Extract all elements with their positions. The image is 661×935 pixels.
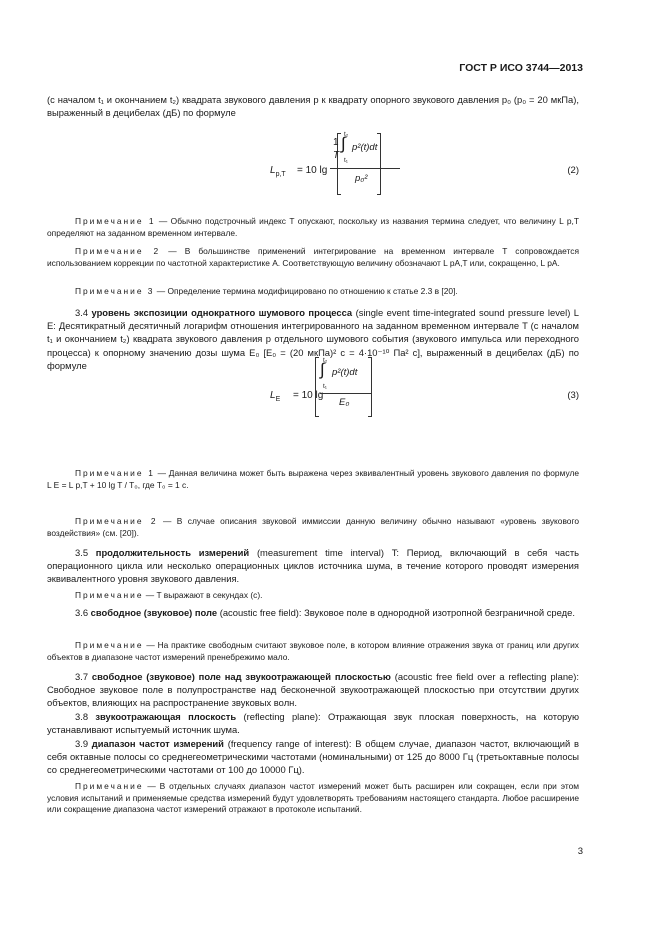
- note-3-5: [47, 590, 579, 602]
- eq2-int-bot: t₁: [344, 157, 348, 164]
- s39-number: 3.9: [75, 738, 92, 749]
- eq3-left-bracket: [315, 357, 319, 417]
- n34-2-text: — В случае описания звуковой иммиссии данную величину обычно называют «уровень звукового воздействия» (см. [20]).: [47, 516, 579, 538]
- note-3-label: Примечание 3: [75, 286, 155, 296]
- eq3-int-top: t₂: [323, 357, 328, 364]
- s38-text: (reflecting plane): Отражающая звук плоская поверхность, на которую устанавливают испытуемый источник шума.: [47, 711, 579, 736]
- eq3-operator: = 10 lg: [293, 390, 324, 401]
- s36-number: 3.6: [75, 607, 91, 618]
- n34-1-label: Примечание 1: [75, 468, 155, 478]
- n34-1-text: — Данная величина может быть выражена через эквивалентный уровень звукового давления по формуле L E = L p,T + 10 lg T / T₀, где T₀ = 1 с.: [47, 468, 579, 490]
- n36-label: Примечание: [75, 640, 144, 650]
- section-3-5: [47, 546, 579, 586]
- eq2-integral-sign: ∫: [341, 134, 346, 153]
- section-3-6: [47, 606, 579, 619]
- n36-text: — На практике свободным считают звуковое поле, в котором влияние отражения звука от границ или других объектов в диапазоне частот измерений пренебрежимо мало.: [47, 640, 579, 662]
- s35-number: 3.5: [75, 547, 96, 558]
- note-1-label: Примечание 1: [75, 216, 156, 226]
- s39-term: диапазон частот измерений: [91, 738, 224, 749]
- note-3-6: [47, 640, 579, 663]
- eq2-lhs: L: [270, 165, 276, 176]
- eq3-denominator: E₀: [339, 397, 350, 408]
- section-3-7: [47, 670, 579, 710]
- n39-label: Примечание: [75, 781, 144, 791]
- section-3-4: [47, 306, 579, 372]
- eq2-int-top: t₂: [344, 131, 349, 138]
- s35-text: (measurement time interval) T: Период, включающий в себя часть операционного цикла или несколько операционных циклов источника шума, в течение которого проводят измерения эквивалентного уровня звукового давления.: [47, 547, 580, 585]
- eq3-lhs: L: [270, 390, 276, 401]
- note-3: [47, 286, 579, 298]
- eq2-integrand: p²(t)dt: [352, 142, 378, 153]
- eq3-integral-sign: ∫: [320, 360, 325, 379]
- eq2-right-bracket: [377, 133, 381, 195]
- note-2-label: Примечание 2: [75, 246, 161, 256]
- n34-2-label: Примечание 2: [75, 516, 158, 526]
- eq2-one: 1: [333, 137, 339, 148]
- eq3-right-bracket: [368, 357, 372, 417]
- n35-label: Примечание: [75, 590, 144, 600]
- document-header: ГОСТ Р ИСО 3744—2013: [459, 62, 583, 74]
- eq2-lhs-sub: p,T: [275, 171, 286, 178]
- s38-term: звукоотражающая плоскость: [95, 711, 237, 722]
- note-2-text: — В большинстве применений интегрирование на временном интервале T сопровождается использованием коррекции по частотной характеристике А. Соответствующую величину обозначают L pA,T или, сокращенно, L pA.: [47, 246, 579, 268]
- intro-paragraph: (с началом t₁ и окончанием t₂) квадрата звукового давления p к квадрату опорного звукового давления p₀ (p₀ = 20 мкПа), выраженный в децибелах (дБ) по формуле: [47, 94, 579, 119]
- eq2-number: (2): [567, 165, 579, 176]
- eq2-fraction-bar: [330, 168, 400, 169]
- eq2-T: T: [333, 150, 340, 161]
- section-3-9: [47, 737, 579, 777]
- section-3-8: [47, 710, 579, 736]
- note-1-text: — Обычно подстрочный индекс T опускают, поскольку из названия термина следует, что величину L p,T определяют на заданном временном интервале.: [47, 216, 579, 238]
- note-3-4-1: [47, 468, 579, 491]
- eq2-denominator: p₀²: [355, 173, 368, 184]
- eq3-lhs-sub: E: [275, 396, 281, 403]
- s35-term: продолжительность измерений: [95, 547, 250, 558]
- eq3-integrand: p²(t)dt: [332, 367, 358, 378]
- s36-term: свободное (звуковое) поле: [90, 607, 218, 618]
- eq3-number: (3): [567, 390, 579, 401]
- s36-text: (acoustic free field): Звуковое поле в однородной изотропной безграничной среде.: [217, 607, 575, 618]
- eq2-operator: = 10 lg: [297, 165, 328, 176]
- eq3-fraction-bar: [320, 393, 372, 394]
- s37-number: 3.7: [75, 671, 92, 682]
- n35-text: — T выражают в секундах (с).: [143, 590, 263, 600]
- s37-text: (acoustic free field over a reflecting plane): Свободное звуковое поле в полупространстве над бесконечной звукоотражающей плоскостью при отсутствии других объектов, влияющих на распространение звуковых волн.: [47, 671, 579, 709]
- note-1: [47, 216, 579, 239]
- note-2: [47, 246, 579, 269]
- n39-text: — В отдельных случаях диапазон частот измерений может быть расширен или сокращен, если при этом условия испытаний и применяемые средства измерений будут удовлетворять требованиям настоящего стандарта. Любое расширение или сокращение диапазона частот измерений отражают в протоколе испытаний.: [47, 781, 579, 815]
- s34-term: уровень экспозиции однократного шумового процесса: [91, 307, 353, 318]
- s37-term: свободное (звуковое) поле над звукоотражающей плоскостью: [91, 671, 391, 682]
- s39-text: (frequency range of interest): В общем случае, диапазон частот, включающий в себя октавные полосы со среднегеометрическими частотами (номинальными) от 125 до 8000 Гц (третьоктавные полосы со среднегеометрическими частотами от 100 до 10000 Гц).: [47, 738, 579, 776]
- s34-number: 3.4: [75, 307, 92, 318]
- s34-text: (single event time-integrated sound pressure level) L E: Десятикратный десятичный логарифм отношения интегрированного на заданном временном интервале T (с началом t₁ и окончанием t₂) квадрата звукового давления p отдельного шумового события (звукового импульса или переходного процесса) к опорному значению дозы шума E₀ [E₀ = (20 мкПа)² с = 4·10⁻¹⁰ Па² с], выраженный в децибелах (дБ) по формуле: [47, 307, 579, 371]
- note-3-text: — Определение термина модифицировано по отношению к статье 2.3 в [20].: [154, 286, 458, 296]
- s38-number: 3.8: [75, 711, 96, 722]
- page-number: 3: [577, 846, 583, 857]
- eq3-int-bot: t₁: [323, 383, 327, 390]
- note-3-4-2: [47, 516, 579, 539]
- note-3-9: [47, 781, 579, 816]
